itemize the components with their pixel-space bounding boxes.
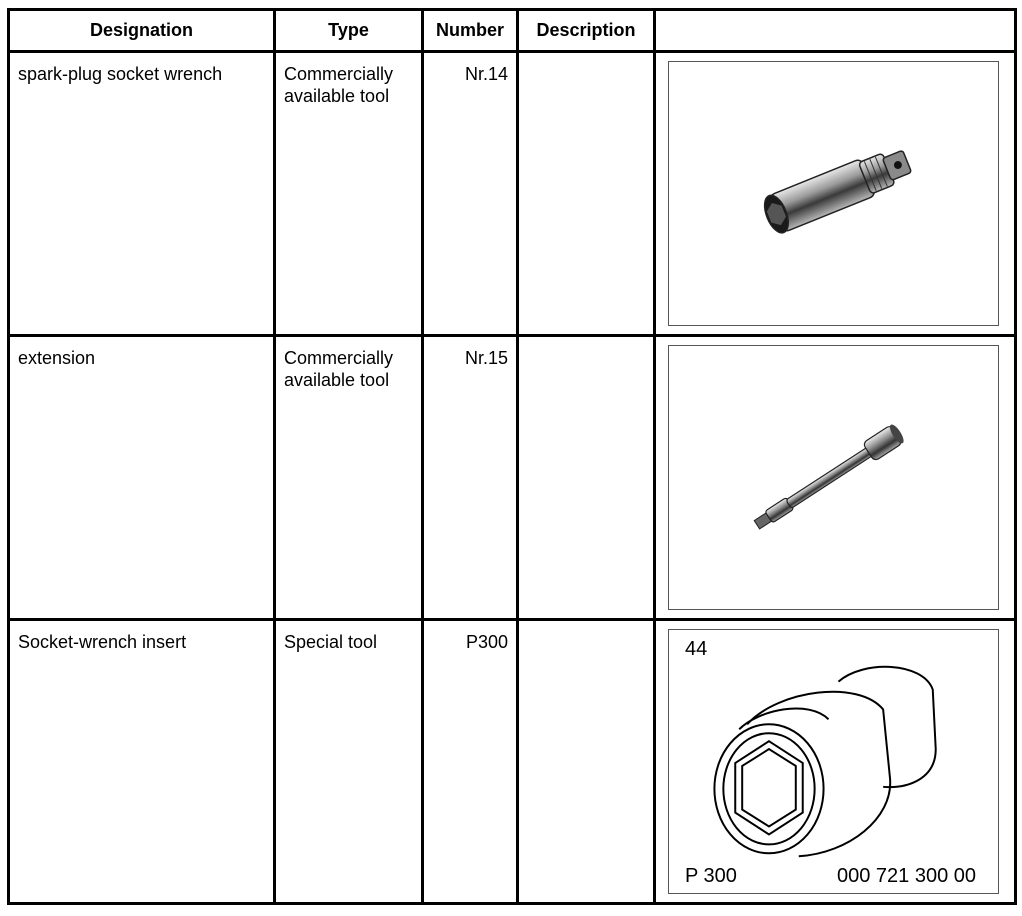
- description-cell: [518, 620, 655, 904]
- spark-plug-socket-photo: [668, 61, 999, 326]
- number-cell: [423, 52, 518, 336]
- number-text: Nr.14: [464, 64, 508, 84]
- description-cell: [518, 52, 655, 336]
- header-number: Number: [423, 10, 518, 52]
- number-cell: [423, 620, 518, 904]
- designation-text: Socket-wrench insert: [18, 632, 187, 652]
- extension-bar-photo: [668, 345, 999, 610]
- table-header-row: [9, 10, 1016, 52]
- designation-cell: [9, 52, 275, 336]
- designation-text: extension: [18, 348, 96, 368]
- special-tools-table: [7, 8, 1017, 905]
- spark-plug-socket-icon: [669, 62, 998, 325]
- designation-text: spark-plug socket wrench: [18, 64, 223, 84]
- table-row: [9, 52, 1016, 336]
- type-text: Commercially available tool: [284, 348, 394, 390]
- type-text: Special tool: [284, 632, 378, 652]
- number-text: P300: [465, 632, 508, 652]
- type-text: Commercially available tool: [284, 64, 394, 106]
- type-cell: [275, 336, 423, 620]
- type-cell: [275, 52, 423, 336]
- socket-insert-icon: [669, 630, 998, 893]
- image-cell: [655, 336, 1016, 620]
- image-cell: [655, 52, 1016, 336]
- drawing-size-label: 44: [685, 638, 708, 660]
- drawing-part-number-label: 000 721 300 00: [836, 865, 976, 887]
- drawing-code-label: P 300: [685, 865, 737, 887]
- type-cell: [275, 620, 423, 904]
- designation-cell: [9, 620, 275, 904]
- header-description: Description: [518, 10, 655, 52]
- number-text: Nr.15: [464, 348, 508, 368]
- extension-bar-icon: [669, 346, 998, 609]
- header-type: Type: [275, 10, 423, 52]
- description-cell: [518, 336, 655, 620]
- designation-cell: [9, 336, 275, 620]
- header-image: [655, 10, 1016, 52]
- socket-insert-drawing: [668, 629, 999, 894]
- number-cell: [423, 336, 518, 620]
- table-row: [9, 620, 1016, 904]
- header-designation: Designation: [9, 10, 275, 52]
- image-cell: [655, 620, 1016, 904]
- table-row: [9, 336, 1016, 620]
